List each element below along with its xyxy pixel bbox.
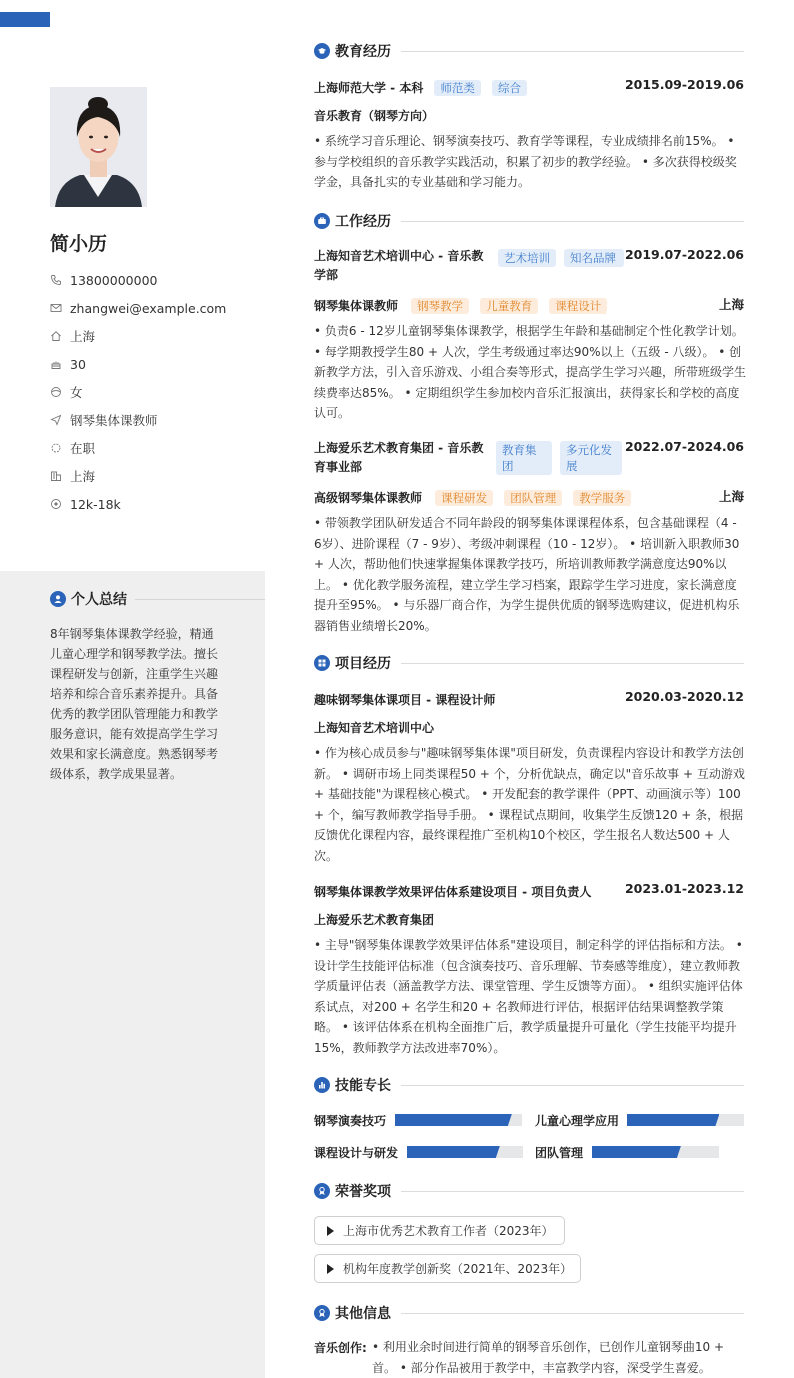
skill-bar-fill: [395, 1114, 512, 1126]
skill-name: 钢琴演奏技巧: [314, 1114, 387, 1128]
divider: [401, 51, 744, 52]
company-name: 上海爱乐艺术教育集团 - 音乐教育事业部: [314, 441, 484, 474]
divider: [401, 663, 744, 664]
work-description: • 带领教学团队研发适合不同年龄段的钢琴集体课课程体系，包含基础课程（4 - 6岁）、进阶课程（7 - 9岁）、考级冲刺课程（10 - 12岁）。 • 培训新入职教师30 + 人次，帮助他们快速掌握集体课教学技巧，所培训教师教学满意度达90%以上。 • 优化教学服务流程，建立学生学习档案，跟踪学生学习进度，家长满意度提升至95%。 • 与乐器厂商合作，为学生提供优质的钢琴选购建议，促进机构乐器销售业绩增长20%。: [314, 516, 740, 633]
company-tag: 知名品牌: [564, 249, 624, 267]
role-name: 高级钢琴集体课教师: [314, 491, 423, 505]
work-date: 2022.07-2024.06: [624, 439, 744, 454]
info-age: [50, 350, 260, 378]
phone-icon: [50, 274, 62, 286]
work-heading: [314, 211, 744, 231]
grid-icon: [314, 655, 330, 671]
honors-heading: [314, 1181, 744, 1201]
divider: [401, 221, 744, 222]
award-icon: [314, 1305, 330, 1321]
info-text: 上海: [70, 469, 96, 484]
school-tag: 综合: [492, 80, 527, 96]
profile-name: 简小历: [50, 233, 108, 255]
user-icon: [50, 591, 66, 607]
divider: [401, 1085, 744, 1086]
briefcase-icon: [314, 213, 330, 229]
role-tag: 教学服务: [573, 490, 631, 506]
info-status: [50, 434, 260, 462]
info-text: 女: [70, 385, 83, 400]
skill-name: 课程设计与研发: [314, 1146, 399, 1160]
projects-heading: [314, 653, 744, 673]
summary-heading: [50, 589, 265, 609]
education-row: [314, 77, 744, 95]
role-tag: 钢琴教学: [411, 298, 469, 314]
info-home: [50, 322, 260, 350]
role-tag: 课程设计: [549, 298, 607, 314]
divider: [401, 1191, 744, 1192]
position-icon: [50, 414, 62, 426]
bar-chart-icon: [314, 1077, 330, 1093]
school-name: 上海师范大学 - 本科: [314, 81, 424, 95]
project-org-row: [314, 717, 744, 736]
company-tag: 艺术培训: [498, 249, 556, 267]
company-tag: 多元化发展: [560, 441, 622, 475]
skill-bar: [407, 1146, 523, 1158]
gender-icon: [50, 386, 62, 398]
age-icon: [50, 358, 62, 370]
expand-arrow-icon: [327, 1264, 334, 1274]
salary-icon: [50, 498, 62, 510]
info-text: 钢琴集体课教师: [70, 413, 158, 428]
project-name: 趣味钢琴集体课项目 - 课程设计师: [314, 693, 496, 707]
honor-text: 上海市优秀艺术教育工作者（2023年）: [343, 1224, 554, 1238]
project-org-row: [314, 909, 744, 928]
work-city: 上海: [718, 297, 744, 312]
divider: [135, 599, 265, 600]
skill-name: 团队管理: [535, 1146, 584, 1160]
education-description: • 系统学习音乐理论、钢琴演奏技巧、教育学等课程，专业成绩排名前15%。 • 参与学校组织的音乐教学实践活动，积累了初步的教学经验。 • 多次获得校级奖学金，具备扎实的专业基础和学习能力。: [314, 134, 737, 190]
info-phone: [50, 266, 260, 294]
other-label: 音乐创作:: [314, 1341, 367, 1355]
info-text: zhangwei@example.com: [70, 300, 227, 316]
project-name: 钢琴集体课教学效果评估体系建设项目 - 项目负责人: [314, 885, 592, 899]
award-icon: [314, 1183, 330, 1199]
info-city: [50, 462, 260, 490]
summary-text: 8年钢琴集体课教学经验，精通儿童心理学和钢琴教学法。擅长课程研发与创新，注重学生兴趣培养和综合音乐素养提升。具备优秀的教学团队管理能力和教学服务意识，能有效提高学生学习效果和家长满意度。熟悉钢琴考级体系，教学成果显著。: [50, 627, 219, 781]
honor-text: 机构年度教学创新奖（2021年、2023年）: [343, 1262, 573, 1276]
skill-bar: [395, 1114, 522, 1126]
info-text: 在职: [70, 441, 96, 456]
work-item-header: [314, 247, 744, 287]
work-role-row: [314, 295, 744, 313]
project-header: [314, 881, 744, 899]
info-salary: [50, 490, 260, 518]
company-tag: 教育集团: [496, 441, 552, 475]
skill-name: 儿童心理学应用: [535, 1114, 620, 1128]
role-tag: 课程研发: [435, 490, 493, 506]
role-name: 钢琴集体课教师: [314, 299, 399, 313]
honors-title: 荣誉奖项: [335, 1184, 391, 1200]
other-title: 其他信息: [335, 1306, 391, 1322]
project-org: 上海知音艺术培训中心: [314, 721, 435, 735]
city-icon: [50, 470, 62, 482]
graduation-cap-icon: [314, 43, 330, 59]
projects-title: 项目经历: [335, 656, 391, 672]
school-tag: 师范类: [434, 80, 481, 96]
summary-title: 个人总结: [71, 592, 127, 608]
project-header: [314, 689, 744, 707]
other-text: • 利用业余时间进行简单的钢琴音乐创作，已创作儿童钢琴曲10 + 首。 • 部分作品被用于教学中，丰富教学内容，深受学生喜爱。: [372, 1340, 725, 1375]
project-date: 2020.03-2020.12: [624, 689, 744, 704]
project-org: 上海爱乐艺术教育集团: [314, 913, 435, 927]
work-item-header: [314, 439, 744, 479]
status-icon: [50, 442, 62, 454]
role-tag: 儿童教育: [480, 298, 538, 314]
home-icon: [50, 330, 62, 342]
info-text: 30: [70, 356, 86, 372]
honor-item[interactable]: [314, 1216, 565, 1245]
info-email: [50, 294, 260, 322]
avatar: [50, 87, 147, 207]
mail-icon: [50, 302, 62, 314]
skills-heading: [314, 1075, 744, 1095]
skill-bar-fill: [627, 1114, 719, 1126]
role-tag: 团队管理: [504, 490, 562, 506]
skill-bar: [627, 1114, 744, 1126]
project-description: • 作为核心成员参与"趣味钢琴集体课"项目研发，负责课程内容设计和教学方法创新。 • 调研市场上同类课程50 + 个，分析优缺点，确定以"音乐故事 + 互动游戏 + 基础技能"为课程核心模式。 • 开发配套的教学课件（PPT、动画演示等）100 + 个，编写教师教学指导手册。 • 课程试点期间，收集学生反馈120 + 条，根据反馈优化课程内容，最终课程推广至机构10个校区，学生报名人数达500 + 人次。: [314, 746, 745, 863]
contact-info-list: [50, 266, 260, 518]
info-position: [50, 406, 260, 434]
info-text: 上海: [70, 329, 96, 344]
project-date: 2023.01-2023.12: [624, 881, 744, 896]
major: 音乐教育（钢琴方向）: [314, 109, 435, 123]
work-description: • 负责6 - 12岁儿童钢琴集体课教学，根据学生年龄和基础制定个性化教学计划。 • 每学期教授学生80 + 人次，学生考级通过率达90%以上（五级 - 八级）。 • 创新教学方法，引入音乐游戏、小组合奏等形式，提高学生学习兴趣，所带班级学生续费率达85%。 • 定期组织学生参加校内音乐汇报演出，获得家长和学校的高度认可。: [314, 324, 747, 421]
skills-title: 技能专长: [335, 1078, 391, 1094]
other-heading: [314, 1303, 744, 1323]
education-date: 2015.09-2019.06: [624, 77, 744, 92]
accent-bar: [0, 12, 50, 27]
education-title: 教育经历: [335, 44, 391, 60]
work-title: 工作经历: [335, 214, 391, 230]
company-name: 上海知音艺术培训中心 - 音乐教学部: [314, 249, 484, 282]
skill-bar-fill: [592, 1146, 681, 1158]
project-description: • 主导"钢琴集体课教学效果评估体系"建设项目，制定科学的评估指标和方法。 • 设计学生技能评估标准（包含演奏技巧、音乐理解、节奏感等维度），建立教师教学质量评估表（涵盖教学方法、课堂管理、学生反馈等方面）。 • 组织实施评估体系试点，对200 + 名学生和20 + 名教师进行评估，根据评估结果调整教学策略。 • 该评估体系在机构全面推广后，教学质量提升可量化（学生技能平均提升15%，教师教学方法改进率70%）。: [314, 938, 743, 1055]
info-text: 12k-18k: [70, 496, 121, 512]
skill-bar: [592, 1146, 719, 1158]
skill-bar-fill: [407, 1146, 500, 1158]
education-heading: [314, 41, 744, 61]
honor-item[interactable]: [314, 1254, 581, 1283]
education-major-row: [314, 105, 744, 124]
work-city: 上海: [718, 489, 744, 504]
work-role-row: [314, 487, 744, 505]
info-gender: [50, 378, 260, 406]
divider: [401, 1313, 744, 1314]
info-text: 13800000000: [70, 272, 158, 288]
expand-arrow-icon: [327, 1226, 334, 1236]
work-date: 2019.07-2022.06: [624, 247, 744, 262]
